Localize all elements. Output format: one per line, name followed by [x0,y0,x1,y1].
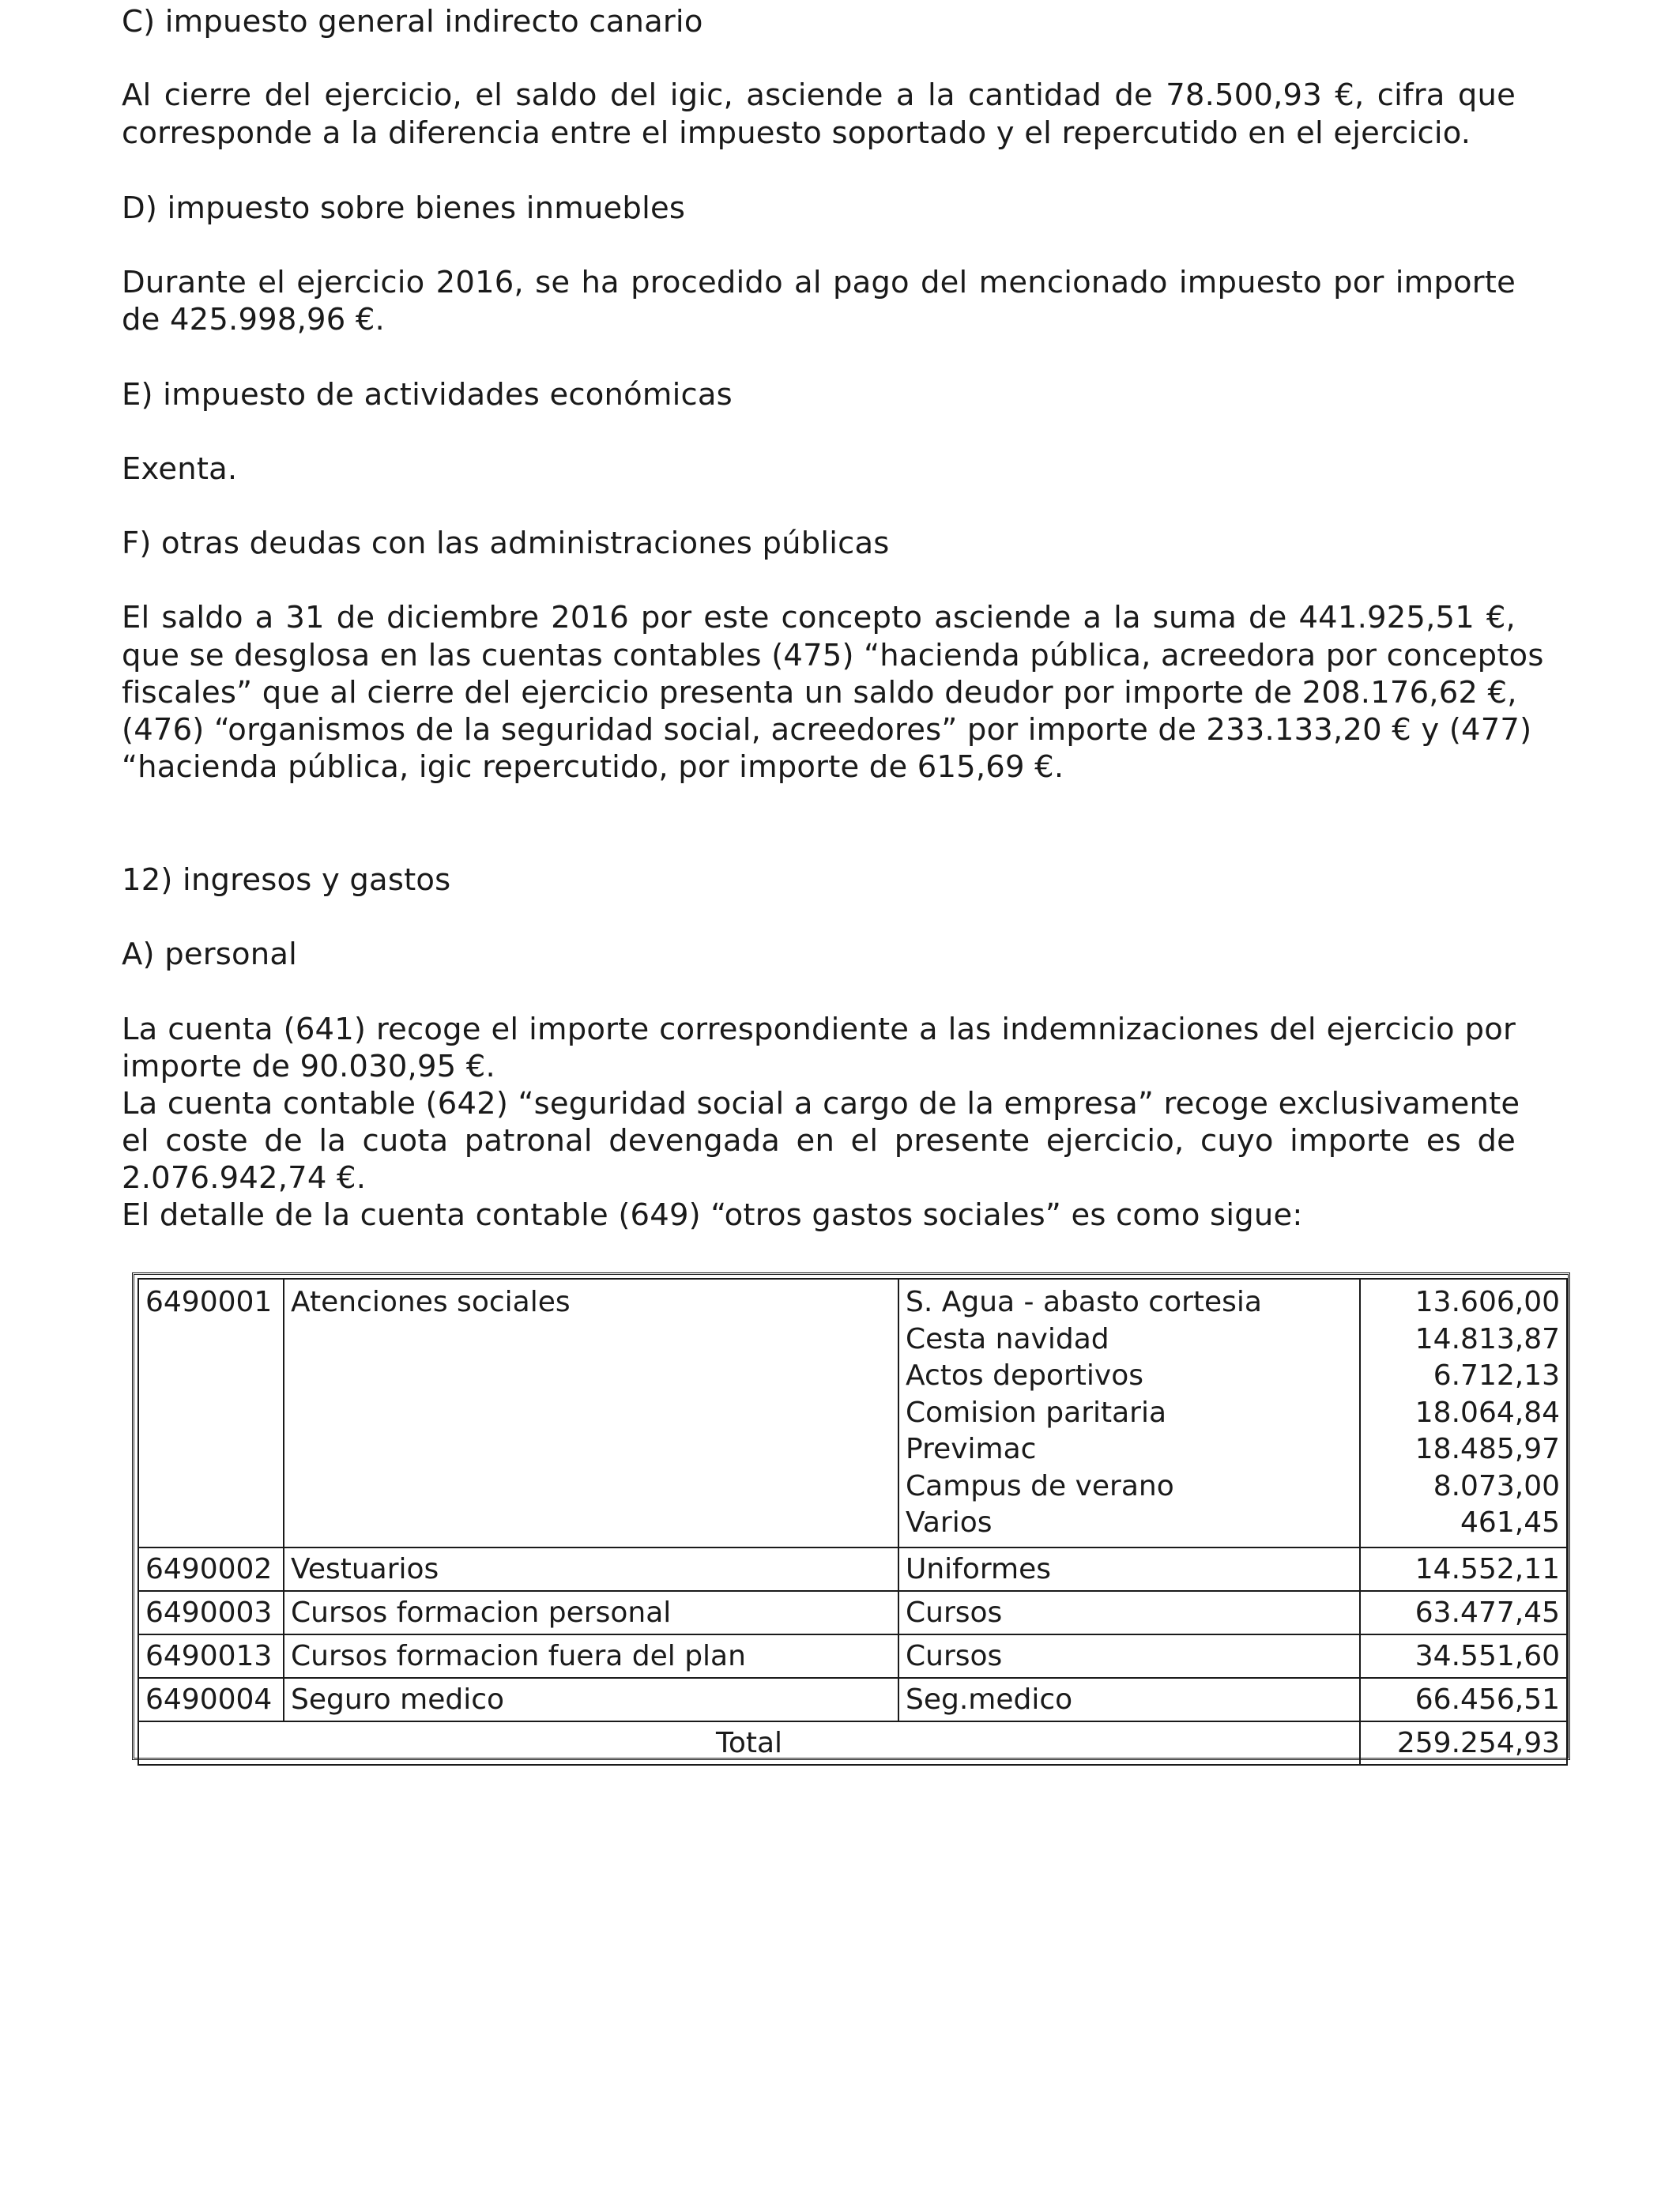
other-social-expenses-table [132,1272,1570,1760]
section-d-paragraph-line: de 425.998,96 €. [122,302,385,337]
account-code: 6490002 [138,1547,284,1591]
concept: Seg.medico [898,1678,1360,1721]
account-name: Seguro medico [284,1678,898,1721]
section-c-paragraph-line: corresponde a la diferencia entre el impuesto soportado y el repercutido en el ejercicio. [122,115,1471,151]
section-12-paragraph-line: importe de 90.030,95 €. [122,1049,495,1084]
section-12-paragraph-line: 2.076.942,74 €. [122,1160,367,1196]
section-12a-heading: A) personal [122,937,298,972]
table-row [138,1591,1567,1634]
section-12-paragraph-line: El detalle de la cuenta contable (649) “otros gastos sociales” es como sigue: [122,1197,1303,1233]
section-d-heading: D) impuesto sobre bienes inmuebles [122,190,686,226]
concept-item: Previmac [906,1433,1037,1465]
concept: Cursos [898,1591,1360,1634]
amount: 63.477,45 [1360,1591,1567,1634]
amount-item: 18.485,97 [1414,1433,1560,1465]
account-code: 6490003 [138,1591,284,1634]
amount-item: 13.606,00 [1414,1286,1560,1318]
amount-item: 461,45 [1460,1506,1560,1539]
amount: 34.551,60 [1360,1634,1567,1678]
amount-item: 14.813,87 [1414,1322,1560,1355]
amount-item: 18.064,84 [1414,1396,1560,1429]
account-name: Atenciones sociales [291,1286,571,1318]
account-code: 6490013 [138,1634,284,1678]
account-code: 6490004 [138,1678,284,1721]
section-e-heading: E) impuesto de actividades económicas [122,377,733,413]
section-c-paragraph-line: Al cierre del ejercicio, el saldo del igic, asciende a la cantidad de 78.500,93 €, cifra que [122,77,1516,113]
section-f-paragraph-line: fiscales” que al cierre del ejercicio presenta un saldo deudor por importe de 208.176,62 €, [122,675,1517,711]
section-d-paragraph-line: Durante el ejercicio 2016, se ha procedido al pago del mencionado impuesto por importe [122,265,1516,300]
concept-item: Comision paritaria [906,1396,1167,1429]
concept-item: Campus de verano [906,1469,1174,1502]
amount-item: 8.073,00 [1433,1469,1560,1502]
section-12-paragraph-line: el coste de la cuota patronal devengada en el presente ejercicio, cuyo importe es de [122,1123,1516,1159]
section-f-paragraph-line: “hacienda pública, igic repercutido, por importe de 615,69 €. [122,749,1064,785]
account-code-cell [138,1279,284,1547]
concept: Uniformes [898,1547,1360,1591]
amount: 14.552,11 [1360,1547,1567,1591]
concept-cell [898,1279,1360,1547]
table-row [138,1279,1567,1547]
amount: 66.456,51 [1360,1678,1567,1721]
concept-item: Varios [906,1506,993,1539]
table-row [138,1678,1567,1721]
concept-item: Cesta navidad [906,1322,1109,1355]
amount-item: 6.712,13 [1433,1359,1560,1392]
account-name: Vestuarios [284,1547,898,1591]
total-row [138,1721,1567,1765]
total-amount: 259.254,93 [1360,1721,1567,1765]
account-name-cell [284,1279,898,1547]
section-f-paragraph-line: El saldo a 31 de diciembre 2016 por este concepto asciende a la suma de 441.925,51 €, [122,600,1516,635]
account-name: Cursos formacion fuera del plan [284,1634,898,1678]
concept-item: S. Agua - abasto cortesia [906,1286,1262,1318]
section-f-paragraph-line: (476) “organismos de la seguridad social, acreedores” por importe de 233.133,20 € y (477) [122,712,1532,748]
concept-item: Actos deportivos [906,1359,1144,1392]
section-12-paragraph-line: La cuenta contable (642) “seguridad social a cargo de la empresa” recoge exclusivamente [122,1086,1520,1122]
section-f-paragraph-line: que se desglosa en las cuentas contables (475) “hacienda pública, acreedora por conceptos [122,638,1544,673]
account-code: 6490001 [145,1286,273,1318]
concept: Cursos [898,1634,1360,1678]
section-12-paragraph-line: La cuenta (641) recoge el importe correspondiente a las indemnizaciones del ejercicio por [122,1012,1516,1047]
table-row [138,1634,1567,1678]
section-e-paragraph: Exenta. [122,451,238,487]
detail-table [137,1278,1568,1766]
section-f-heading: F) otras deudas con las administraciones públicas [122,526,890,561]
account-name: Cursos formacion personal [284,1591,898,1634]
section-c-heading: C) impuesto general indirecto canario [122,4,703,40]
table-row [138,1547,1567,1591]
total-label: Total [138,1721,1360,1765]
section-12-heading: 12) ingresos y gastos [122,862,451,898]
amount-cell [1360,1279,1567,1547]
